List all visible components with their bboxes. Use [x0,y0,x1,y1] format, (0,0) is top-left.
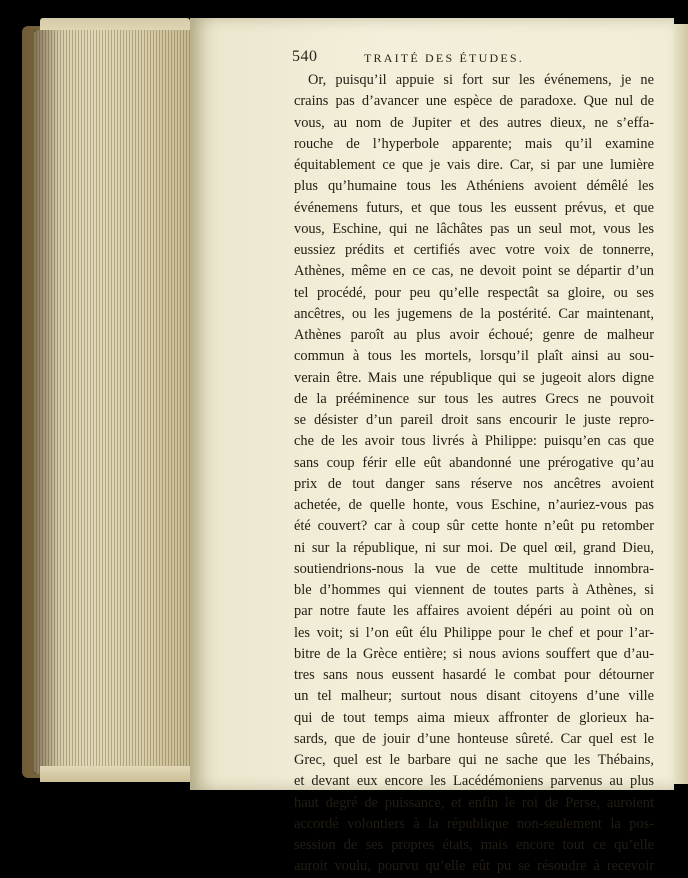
text-line: haut degré de puissance, et enfin le roi de Perse, auroient [294,794,654,811]
text-line: Athènes paroît au plus avoir échoué; genre de malheur [294,327,654,343]
text-line: plus qu’humaine tous les Athéniens avoient démêlé les [294,178,654,195]
body-text [294,70,654,878]
text-line: Or, puisqu’il appuie si fort sur les événemens, je ne [308,72,654,88]
text-line: vous, au nom de Jupiter et des autres dieux, ne s’effa- [294,114,654,131]
text-line: commun à tous les mortels, lorsqu’il plaît ainsi au sou- [294,348,654,365]
leaf-stack-bottom [40,766,190,782]
text-line: accordé volontiers à la république non-seulement la pos- [294,815,654,832]
text-line: tres sans nous eussent hasardé le combat pour détourner [294,667,654,683]
text-line: et devant eux encore les Lacédémoniens parvenus au plus [294,773,654,790]
page-right-edge [674,24,688,784]
text-line: se désister d’un pareil droit sans encourir le juste repro- [294,412,654,428]
text-line: achetée, de quelle honte, vous Eschine, n’auriez-vous pas [294,497,654,513]
text-line: ni sur la république, ni sur moi. De quel œil, grand Dieu, [294,539,654,556]
text-line: soutiendrions-nous la vue de cette multitude innombra- [294,560,654,577]
text-line: événemens futurs, et que tous les eussent prévus, et que [294,199,654,216]
text-line: été couvert? car à coup sûr cette honte n’eût pu retomber [294,518,654,535]
text-line: che de les avoir tous livrés à Philippe: puisqu’en cas que [294,433,654,450]
text-line: de la prééminence sur tous les autres Grecs ne pouvoit [294,390,654,407]
page-number: 540 [292,48,318,65]
text-line: sans coup férir elle eût abandonné une prérogative qu’au [294,454,654,471]
text-line: tel procédé, pour peu qu’elle respectât sa gloire, ou ses [294,284,654,301]
text-line: verain être. Mais une république qui se jugeoit alors digne [294,369,654,386]
text-line: ble d’hommes qui viennent de toutes parts à Athènes, si [294,582,654,598]
fore-edge-shadow [34,30,60,774]
text-line: bitre de la Grèce entière; si nous avions souffert que d’au- [294,645,654,662]
running-head-title: TRAITÉ DES ÉTUDES. [364,51,524,65]
text-line: les voit; si l’on eût élu Philippe pour le chef et pour l’ar- [294,624,654,641]
text-line: session de ses propres états, mais encore tout ce qu’elle [294,837,654,853]
text-line: un tel malheur; surtout nous disant citoyens d’une ville [294,688,654,705]
text-line: Grec, quel est le barbare qui ne sache que les Thébains, [294,752,654,768]
text-line: auroit voulu, pourvu qu’elle eût pu se résoudre à recevoir [294,858,654,875]
book-fore-edge [34,30,194,774]
text-line: par notre faute les affaires avoient dépéri au point où on [294,603,654,620]
text-line: vous, Eschine, qui ne lâchâtes pas un seul mot, vous les [294,220,654,237]
text-line: Athènes, même en ce cas, ne devoit point se départir d’un [294,263,654,280]
text-line: sards, que de jouir d’une honteuse sûreté. Car quel est le [294,730,654,747]
running-head [292,48,657,68]
text-line: rouche de l’hyperbole apparente; mais qu’il examine [294,135,654,152]
text-line: eussiez prédits et certifiés avec votre voix de tonnerre, [294,242,654,258]
text-line: ancêtres, ou les jugemens de la postérité. Car maintenant, [294,305,654,322]
text-line: crains pas d’avancer une espèce de paradoxe. Que nul de [294,93,654,110]
text-line: qui de tout temps aima mieux affronter de glorieux ha- [294,709,654,726]
text-line: prix de tout danger sans réserve nos ancêtres avoient [294,475,654,492]
text-line: équitablement ce que je vais dire. Car, si par une lumière [294,157,654,173]
